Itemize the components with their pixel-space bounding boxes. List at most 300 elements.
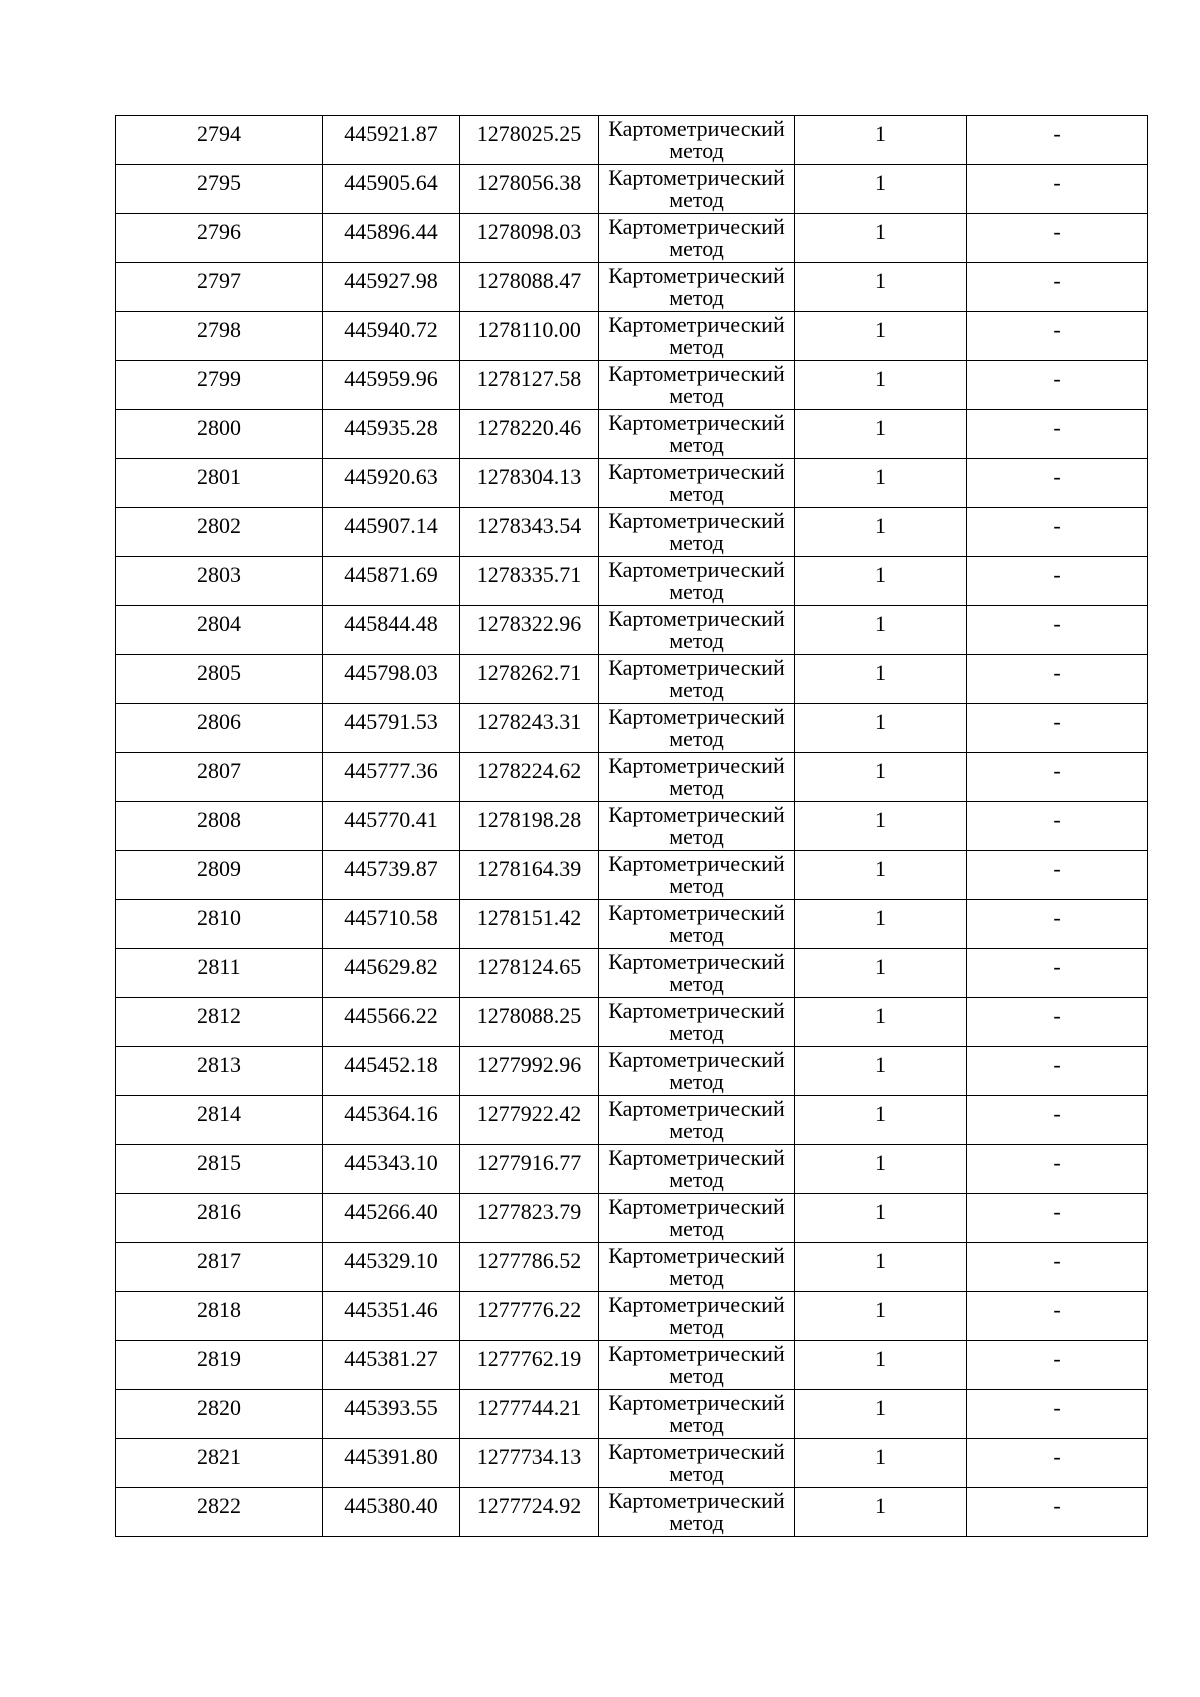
y-coordinate-cell [460, 1341, 599, 1390]
point-number-cell-text: 2806 [197, 709, 241, 734]
y-coordinate-cell [460, 214, 599, 263]
method-cell [599, 459, 795, 508]
y-coordinate-cell-text: 1278088.47 [476, 268, 582, 293]
accuracy-cell [795, 1194, 967, 1243]
point-number-cell [116, 753, 323, 802]
point-number-cell [116, 704, 323, 753]
description-cell-text: - [1053, 807, 1061, 832]
table-row [116, 263, 1148, 312]
table-row [116, 900, 1148, 949]
y-coordinate-cell-text: 1277762.19 [476, 1346, 582, 1371]
point-number-cell-text: 2820 [197, 1395, 241, 1420]
point-number-cell [116, 1439, 323, 1488]
y-coordinate-cell [460, 312, 599, 361]
x-coordinate-cell [323, 1194, 460, 1243]
method-cell [599, 1292, 795, 1341]
point-number-cell [116, 361, 323, 410]
y-coordinate-cell-text: 1278243.31 [476, 709, 582, 734]
x-coordinate-cell [323, 1096, 460, 1145]
accuracy-cell-text: 1 [875, 1003, 886, 1028]
y-coordinate-cell [460, 851, 599, 900]
accuracy-cell [795, 851, 967, 900]
y-coordinate-cell [460, 606, 599, 655]
point-number-cell-text: 2808 [197, 807, 241, 832]
accuracy-cell-text: 1 [875, 1346, 886, 1371]
table-row [116, 998, 1148, 1047]
table-row [116, 410, 1148, 459]
point-number-cell-text: 2815 [197, 1150, 241, 1175]
method-cell-text: Картометрический метод [608, 1341, 785, 1388]
point-number-cell [116, 1488, 323, 1537]
method-cell-text: Картометрический метод [608, 410, 785, 457]
method-cell [599, 1243, 795, 1292]
description-cell [967, 949, 1148, 998]
y-coordinate-cell [460, 1096, 599, 1145]
accuracy-cell [795, 606, 967, 655]
method-cell [599, 1439, 795, 1488]
description-cell-text: - [1053, 709, 1061, 734]
point-number-cell-text: 2819 [197, 1346, 241, 1371]
description-cell [967, 508, 1148, 557]
x-coordinate-cell-text: 445959.96 [344, 366, 438, 391]
accuracy-cell-text: 1 [875, 1101, 886, 1126]
accuracy-cell [795, 508, 967, 557]
description-cell [967, 704, 1148, 753]
x-coordinate-cell-text: 445871.69 [344, 562, 438, 587]
description-cell [967, 1047, 1148, 1096]
method-cell-text: Картометрический метод [608, 1047, 785, 1094]
accuracy-cell [795, 263, 967, 312]
method-cell [599, 949, 795, 998]
description-cell-text: - [1053, 317, 1061, 342]
method-cell [599, 998, 795, 1047]
description-cell [967, 165, 1148, 214]
accuracy-cell-text: 1 [875, 1493, 886, 1518]
accuracy-cell-text: 1 [875, 1052, 886, 1077]
method-cell-text: Картометрический метод [608, 312, 785, 359]
method-cell-text: Картометрический метод [608, 998, 785, 1045]
accuracy-cell [795, 1488, 967, 1537]
description-cell [967, 851, 1148, 900]
description-cell [967, 410, 1148, 459]
table-row [116, 802, 1148, 851]
accuracy-cell-text: 1 [875, 1150, 886, 1175]
description-cell-text: - [1053, 954, 1061, 979]
x-coordinate-cell [323, 214, 460, 263]
table-row [116, 1047, 1148, 1096]
y-coordinate-cell-text: 1278110.00 [477, 317, 581, 342]
table-row [116, 1439, 1148, 1488]
x-coordinate-cell [323, 851, 460, 900]
y-coordinate-cell-text: 1278220.46 [476, 415, 582, 440]
point-number-cell-text: 2801 [197, 464, 241, 489]
x-coordinate-cell-text: 445770.41 [344, 807, 438, 832]
method-cell [599, 165, 795, 214]
point-number-cell-text: 2811 [197, 954, 241, 979]
y-coordinate-cell-text: 1278056.38 [476, 170, 582, 195]
point-number-cell-text: 2821 [197, 1444, 241, 1469]
description-cell [967, 655, 1148, 704]
y-coordinate-cell-text: 1277786.52 [476, 1248, 582, 1273]
point-number-cell [116, 410, 323, 459]
x-coordinate-cell-text: 445329.10 [344, 1248, 438, 1273]
table-row [116, 1341, 1148, 1390]
accuracy-cell [795, 753, 967, 802]
accuracy-cell-text: 1 [875, 1297, 886, 1322]
accuracy-cell-text: 1 [875, 758, 886, 783]
y-coordinate-cell [460, 1390, 599, 1439]
coordinates-table-body [116, 116, 1148, 1537]
y-coordinate-cell [460, 1488, 599, 1537]
accuracy-cell [795, 410, 967, 459]
y-coordinate-cell [460, 998, 599, 1047]
table-row [116, 753, 1148, 802]
point-number-cell [116, 655, 323, 704]
description-cell-text: - [1053, 415, 1061, 440]
method-cell-text: Картометрический метод [608, 851, 785, 898]
method-cell-text: Картометрический метод [608, 214, 785, 261]
x-coordinate-cell [323, 410, 460, 459]
x-coordinate-cell-text: 445907.14 [344, 513, 438, 538]
x-coordinate-cell [323, 606, 460, 655]
accuracy-cell-text: 1 [875, 807, 886, 832]
point-number-cell-text: 2794 [197, 121, 241, 146]
y-coordinate-cell [460, 1194, 599, 1243]
point-number-cell [116, 949, 323, 998]
accuracy-cell [795, 704, 967, 753]
description-cell [967, 557, 1148, 606]
accuracy-cell-text: 1 [875, 317, 886, 342]
x-coordinate-cell [323, 1243, 460, 1292]
accuracy-cell [795, 361, 967, 410]
method-cell-text: Картометрический метод [608, 165, 785, 212]
point-number-cell [116, 263, 323, 312]
table-row [116, 459, 1148, 508]
x-coordinate-cell-text: 445452.18 [344, 1052, 438, 1077]
y-coordinate-cell-text: 1277916.77 [476, 1150, 582, 1175]
description-cell-text: - [1053, 1444, 1061, 1469]
table-row [116, 606, 1148, 655]
accuracy-cell-text: 1 [875, 513, 886, 538]
accuracy-cell [795, 1292, 967, 1341]
description-cell-text: - [1053, 1297, 1061, 1322]
description-cell-text: - [1053, 1052, 1061, 1077]
point-number-cell [116, 1390, 323, 1439]
x-coordinate-cell [323, 557, 460, 606]
method-cell [599, 851, 795, 900]
x-coordinate-cell [323, 165, 460, 214]
accuracy-cell-text: 1 [875, 905, 886, 930]
point-number-cell [116, 900, 323, 949]
method-cell [599, 263, 795, 312]
description-cell [967, 1194, 1148, 1243]
x-coordinate-cell [323, 753, 460, 802]
y-coordinate-cell [460, 900, 599, 949]
method-cell [599, 900, 795, 949]
description-cell-text: - [1053, 611, 1061, 636]
x-coordinate-cell-text: 445393.55 [344, 1395, 438, 1420]
method-cell [599, 704, 795, 753]
description-cell-text: - [1053, 1150, 1061, 1175]
x-coordinate-cell [323, 263, 460, 312]
y-coordinate-cell [460, 263, 599, 312]
y-coordinate-cell-text: 1278335.71 [476, 562, 582, 587]
description-cell-text: - [1053, 219, 1061, 244]
y-coordinate-cell-text: 1278262.71 [476, 660, 582, 685]
point-number-cell [116, 1243, 323, 1292]
x-coordinate-cell-text: 445266.40 [344, 1199, 438, 1224]
point-number-cell-text: 2803 [197, 562, 241, 587]
x-coordinate-cell [323, 900, 460, 949]
point-number-cell-text: 2805 [197, 660, 241, 685]
y-coordinate-cell-text: 1278343.54 [476, 513, 582, 538]
y-coordinate-cell [460, 1292, 599, 1341]
accuracy-cell [795, 1047, 967, 1096]
accuracy-cell-text: 1 [875, 660, 886, 685]
y-coordinate-cell-text: 1277776.22 [476, 1297, 582, 1322]
method-cell-text: Картометрический метод [608, 361, 785, 408]
table-row [116, 1096, 1148, 1145]
point-number-cell [116, 998, 323, 1047]
method-cell-text: Картометрический метод [608, 1439, 785, 1486]
point-number-cell [116, 116, 323, 165]
y-coordinate-cell-text: 1278304.13 [476, 464, 582, 489]
method-cell [599, 1096, 795, 1145]
accuracy-cell [795, 1145, 967, 1194]
description-cell [967, 900, 1148, 949]
description-cell-text: - [1053, 366, 1061, 391]
description-cell-text: - [1053, 1346, 1061, 1371]
x-coordinate-cell-text: 445343.10 [344, 1150, 438, 1175]
accuracy-cell-text: 1 [875, 219, 886, 244]
y-coordinate-cell [460, 1439, 599, 1488]
method-cell [599, 1194, 795, 1243]
point-number-cell-text: 2816 [197, 1199, 241, 1224]
table-row [116, 214, 1148, 263]
accuracy-cell-text: 1 [875, 562, 886, 587]
y-coordinate-cell [460, 116, 599, 165]
table-row [116, 949, 1148, 998]
point-number-cell-text: 2810 [197, 905, 241, 930]
x-coordinate-cell [323, 1292, 460, 1341]
y-coordinate-cell [460, 1145, 599, 1194]
description-cell [967, 753, 1148, 802]
x-coordinate-cell-text: 445351.46 [344, 1297, 438, 1322]
method-cell [599, 361, 795, 410]
point-number-cell [116, 1145, 323, 1194]
x-coordinate-cell [323, 655, 460, 704]
point-number-cell-text: 2818 [197, 1297, 241, 1322]
y-coordinate-cell [460, 704, 599, 753]
description-cell-text: - [1053, 170, 1061, 195]
point-number-cell-text: 2812 [197, 1003, 241, 1028]
x-coordinate-cell-text: 445798.03 [344, 660, 438, 685]
y-coordinate-cell-text: 1278198.28 [476, 807, 582, 832]
table-row [116, 361, 1148, 410]
point-number-cell-text: 2796 [197, 219, 241, 244]
method-cell-text: Картометрический метод [608, 655, 785, 702]
method-cell-text: Картометрический метод [608, 116, 785, 163]
x-coordinate-cell-text: 445927.98 [344, 268, 438, 293]
x-coordinate-cell [323, 998, 460, 1047]
description-cell [967, 263, 1148, 312]
coordinates-table [115, 115, 1148, 1537]
point-number-cell [116, 1341, 323, 1390]
method-cell-text: Картометрический метод [608, 263, 785, 310]
table-row [116, 1390, 1148, 1439]
x-coordinate-cell-text: 445364.16 [344, 1101, 438, 1126]
table-row [116, 655, 1148, 704]
x-coordinate-cell-text: 445629.82 [344, 954, 438, 979]
table-row [116, 165, 1148, 214]
accuracy-cell [795, 116, 967, 165]
method-cell-text: Картометрический метод [608, 1194, 785, 1241]
point-number-cell [116, 1292, 323, 1341]
description-cell [967, 116, 1148, 165]
description-cell [967, 802, 1148, 851]
description-cell-text: - [1053, 660, 1061, 685]
point-number-cell-text: 2822 [197, 1493, 241, 1518]
accuracy-cell [795, 312, 967, 361]
method-cell [599, 116, 795, 165]
y-coordinate-cell-text: 1278088.25 [476, 1003, 582, 1028]
method-cell [599, 1341, 795, 1390]
method-cell-text: Картометрический метод [608, 900, 785, 947]
x-coordinate-cell [323, 508, 460, 557]
y-coordinate-cell-text: 1278224.62 [476, 758, 582, 783]
description-cell [967, 214, 1148, 263]
accuracy-cell-text: 1 [875, 366, 886, 391]
x-coordinate-cell [323, 802, 460, 851]
description-cell-text: - [1053, 268, 1061, 293]
accuracy-cell [795, 459, 967, 508]
x-coordinate-cell [323, 1439, 460, 1488]
point-number-cell [116, 312, 323, 361]
y-coordinate-cell [460, 949, 599, 998]
description-cell-text: - [1053, 1493, 1061, 1518]
x-coordinate-cell-text: 445905.64 [344, 170, 438, 195]
y-coordinate-cell-text: 1278098.03 [476, 219, 582, 244]
point-number-cell-text: 2799 [197, 366, 241, 391]
y-coordinate-cell [460, 802, 599, 851]
description-cell-text: - [1053, 1003, 1061, 1028]
y-coordinate-cell [460, 459, 599, 508]
accuracy-cell-text: 1 [875, 170, 886, 195]
description-cell-text: - [1053, 1101, 1061, 1126]
y-coordinate-cell-text: 1278127.58 [476, 366, 582, 391]
x-coordinate-cell-text: 445566.22 [344, 1003, 438, 1028]
point-number-cell [116, 1194, 323, 1243]
point-number-cell [116, 214, 323, 263]
method-cell [599, 508, 795, 557]
point-number-cell [116, 851, 323, 900]
description-cell-text: - [1053, 905, 1061, 930]
x-coordinate-cell [323, 1047, 460, 1096]
x-coordinate-cell [323, 116, 460, 165]
x-coordinate-cell [323, 361, 460, 410]
x-coordinate-cell [323, 1488, 460, 1537]
table-row [116, 1145, 1148, 1194]
accuracy-cell [795, 949, 967, 998]
x-coordinate-cell-text: 445896.44 [344, 219, 438, 244]
description-cell-text: - [1053, 856, 1061, 881]
description-cell [967, 312, 1148, 361]
y-coordinate-cell-text: 1277744.21 [476, 1395, 582, 1420]
y-coordinate-cell-text: 1278322.96 [476, 611, 582, 636]
description-cell [967, 1488, 1148, 1537]
table-row [116, 1488, 1148, 1537]
y-coordinate-cell [460, 655, 599, 704]
table-row [116, 1194, 1148, 1243]
x-coordinate-cell-text: 445710.58 [344, 905, 438, 930]
method-cell-text: Картометрический метод [608, 1096, 785, 1143]
accuracy-cell [795, 165, 967, 214]
table-row [116, 557, 1148, 606]
y-coordinate-cell [460, 1047, 599, 1096]
point-number-cell-text: 2795 [197, 170, 241, 195]
accuracy-cell [795, 1096, 967, 1145]
description-cell [967, 361, 1148, 410]
point-number-cell [116, 165, 323, 214]
x-coordinate-cell-text: 445844.48 [344, 611, 438, 636]
point-number-cell [116, 1047, 323, 1096]
description-cell [967, 606, 1148, 655]
method-cell-text: Картометрический метод [608, 508, 785, 555]
y-coordinate-cell [460, 1243, 599, 1292]
x-coordinate-cell [323, 1341, 460, 1390]
method-cell [599, 655, 795, 704]
point-number-cell-text: 2813 [197, 1052, 241, 1077]
method-cell-text: Картометрический метод [608, 1243, 785, 1290]
description-cell-text: - [1053, 464, 1061, 489]
description-cell [967, 998, 1148, 1047]
accuracy-cell [795, 655, 967, 704]
point-number-cell-text: 2802 [197, 513, 241, 538]
x-coordinate-cell-text: 445391.80 [344, 1444, 438, 1469]
x-coordinate-cell-text: 445921.87 [344, 121, 438, 146]
description-cell-text: - [1053, 1248, 1061, 1273]
table-row [116, 1243, 1148, 1292]
x-coordinate-cell-text: 445791.53 [344, 709, 438, 734]
y-coordinate-cell-text: 1277922.42 [476, 1101, 582, 1126]
point-number-cell-text: 2804 [197, 611, 241, 636]
point-number-cell-text: 2817 [197, 1248, 241, 1273]
table-row [116, 312, 1148, 361]
method-cell-text: Картометрический метод [608, 1145, 785, 1192]
accuracy-cell-text: 1 [875, 611, 886, 636]
accuracy-cell-text: 1 [875, 268, 886, 293]
y-coordinate-cell-text: 1278025.25 [476, 121, 582, 146]
x-coordinate-cell-text: 445739.87 [344, 856, 438, 881]
point-number-cell-text: 2797 [197, 268, 241, 293]
description-cell-text: - [1053, 758, 1061, 783]
description-cell-text: - [1053, 121, 1061, 146]
method-cell [599, 1488, 795, 1537]
point-number-cell [116, 1096, 323, 1145]
method-cell-text: Картометрический метод [608, 606, 785, 653]
method-cell-text: Картометрический метод [608, 753, 785, 800]
x-coordinate-cell [323, 1145, 460, 1194]
y-coordinate-cell-text: 1277992.96 [476, 1052, 582, 1077]
point-number-cell [116, 557, 323, 606]
y-coordinate-cell [460, 165, 599, 214]
x-coordinate-cell-text: 445381.27 [344, 1346, 438, 1371]
method-cell-text: Картометрический метод [608, 802, 785, 849]
accuracy-cell-text: 1 [875, 709, 886, 734]
accuracy-cell [795, 900, 967, 949]
accuracy-cell [795, 1390, 967, 1439]
point-number-cell-text: 2809 [197, 856, 241, 881]
